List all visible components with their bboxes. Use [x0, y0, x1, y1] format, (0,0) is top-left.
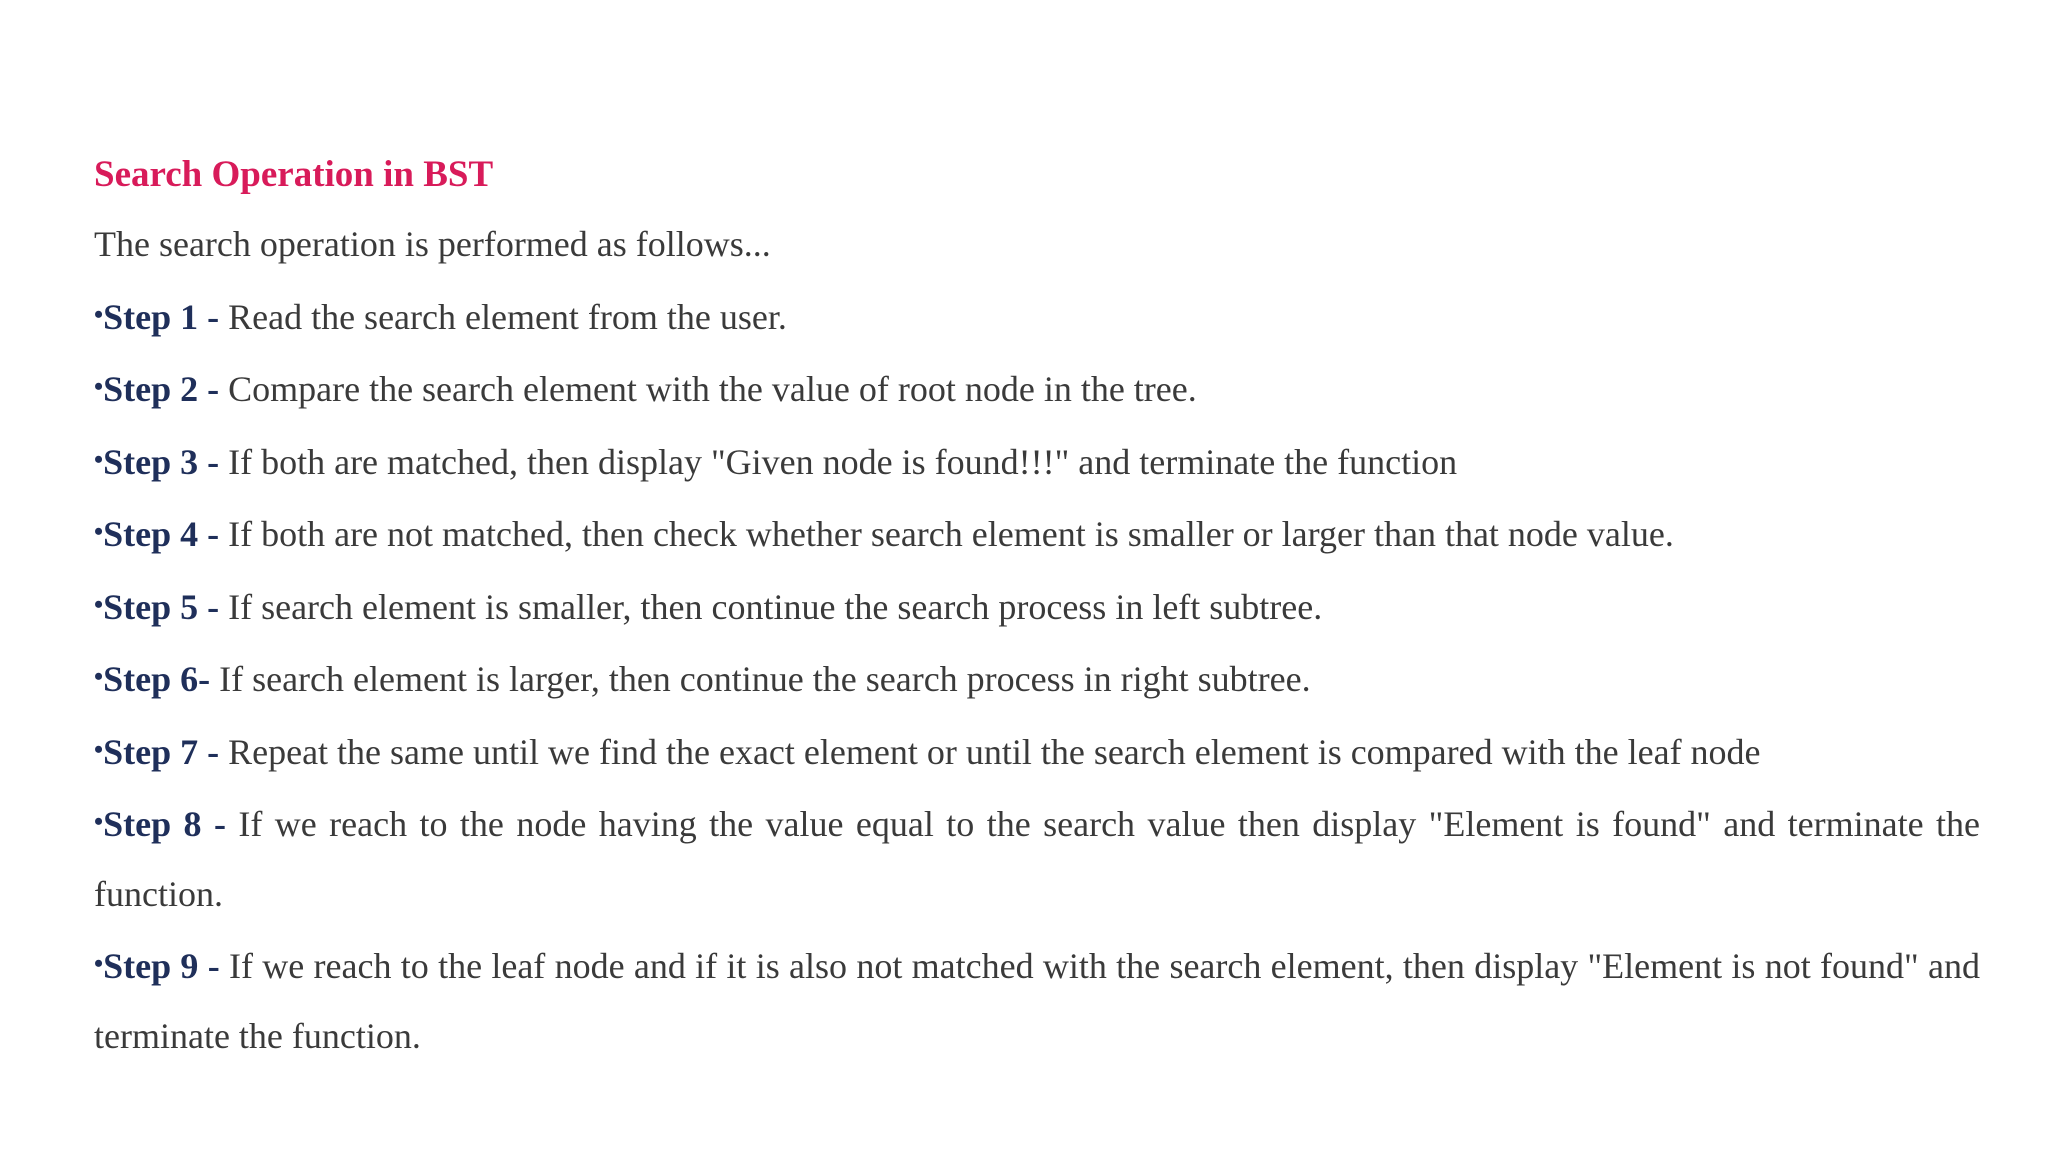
list-item — [94, 280, 1980, 353]
step-text: If we reach to the leaf node and if it is also not matched with the search element, then display "Element is not found" and terminate the function. — [94, 946, 1980, 1056]
list-item — [94, 929, 1980, 1071]
step-label: Step 1 - — [103, 296, 229, 337]
intro-text: The search operation is performed as follows... — [94, 224, 771, 264]
step-label: Step 4 - — [103, 514, 229, 554]
list-item — [94, 642, 1980, 715]
step-text: Compare the search element with the value of root node in the tree. — [228, 369, 1197, 409]
page-title: Search Operation in BST — [94, 154, 494, 195]
bullet-icon: • — [94, 444, 104, 474]
step-label: Step 3 - — [103, 441, 229, 482]
list-item — [94, 715, 1980, 788]
bullet-icon: • — [94, 372, 104, 401]
list-item — [94, 497, 1980, 570]
bullet-icon: • — [94, 807, 104, 836]
bullet-icon: • — [94, 662, 104, 691]
step-text: Repeat the same until we find the exact element or until the search element is compared with the leaf node — [228, 731, 1761, 772]
list-item — [94, 787, 1980, 929]
step-text: If we reach to the node having the value equal to the search value then display "Element is found" and terminate the function. — [94, 804, 1980, 914]
steps-list — [94, 280, 1980, 1072]
step-text: If search element is smaller, then continue the search process in left subtree. — [228, 586, 1323, 627]
step-label: Step 7 - — [103, 731, 229, 772]
step-label: Step 2 - — [103, 369, 229, 409]
list-item — [94, 352, 1980, 425]
bullet-icon: • — [94, 734, 104, 764]
step-text: Read the search element from the user. — [228, 296, 787, 337]
bullet-icon: • — [94, 517, 104, 546]
step-text: If both are not matched, then check whether search element is smaller or larger than that node value. — [228, 514, 1674, 554]
step-text: If search element is larger, then continue the search process in right subtree. — [219, 659, 1311, 699]
slide-content — [94, 140, 1980, 1071]
step-label: Step 9 - — [103, 946, 229, 986]
list-item — [94, 570, 1980, 643]
bullet-icon: • — [94, 589, 104, 619]
step-text: If both are matched, then display "Given node is found!!!" and terminate the function — [228, 441, 1458, 482]
step-label: Step 5 - — [103, 586, 229, 627]
bullet-icon: • — [94, 299, 104, 329]
step-label: Step 6- — [103, 659, 220, 699]
step-label: Step 8 - — [103, 804, 239, 844]
list-item — [94, 425, 1980, 498]
bullet-icon: • — [94, 949, 104, 978]
